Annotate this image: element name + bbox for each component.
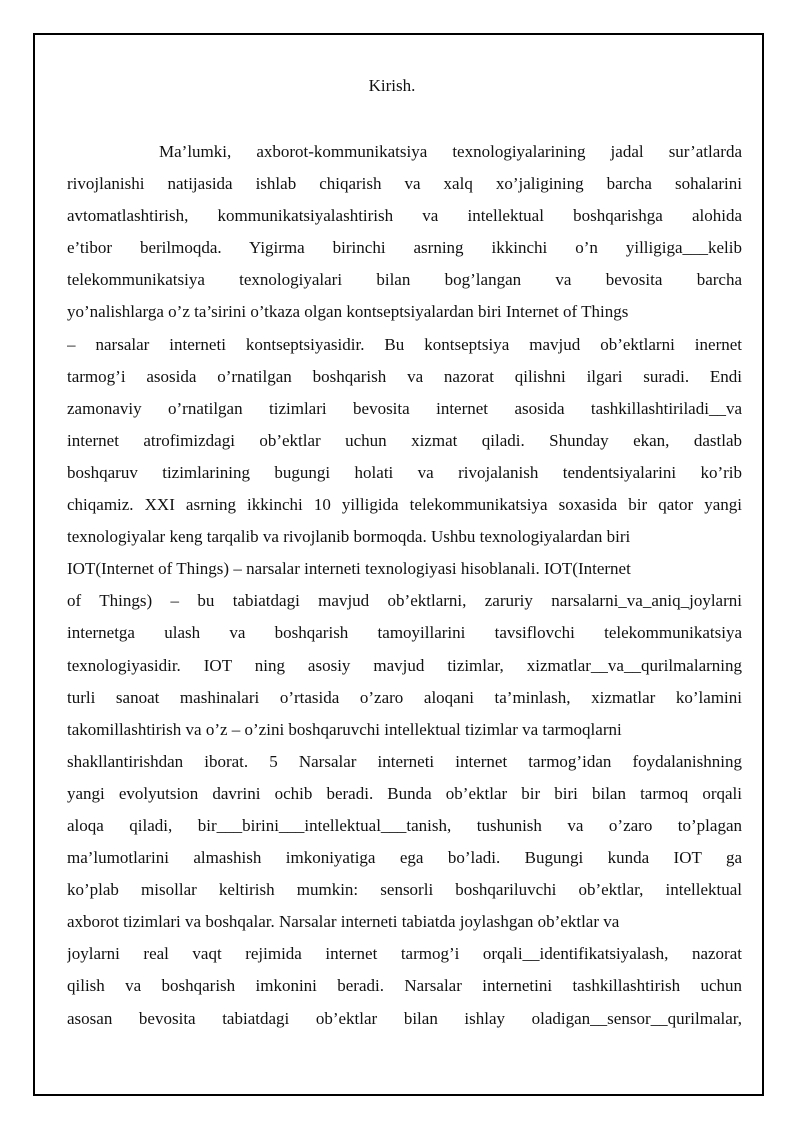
text-line: qilish va boshqarish imkonini beradi. Narsalar internetini tashkillashtirish uchun <box>67 976 742 996</box>
text-line: telekommunikatsiya texnologiyalari bilan bog’langan va bevosita barcha <box>67 270 742 290</box>
text-line: avtomatlashtirish, kommunikatsiyalashtirish va intellektual boshqarishga alohida <box>67 206 742 226</box>
text-line: IOT(Internet of Things) – narsalar interneti texnologiyasi hisoblanali. IOT(Internet <box>67 559 631 579</box>
text-line: – narsalar interneti kontseptsiyasidir. Bu kontseptsiya mavjud ob’ektlarni inernet <box>67 334 742 354</box>
text-line: joylarni real vaqt rejimida internet tarmog’i orqali__identifikatsiyalash, nazorat <box>67 944 742 964</box>
text-line: internetga ulash va boshqarish tamoyillarini tavsiflovchi telekommunikatsiya <box>67 623 742 643</box>
text-line: ko’plab misollar keltirish mumkin: sensorli boshqariluvchi ob’ektlar, intellektual <box>67 880 742 900</box>
body-text <box>67 136 742 1035</box>
text-line: asosan bevosita tabiatdagi ob’ektlar bilan ishlay oladigan__sensor__qurilmalar, <box>67 1008 742 1028</box>
text-line: shakllantirishdan iborat. 5 Narsalar interneti internet tarmog’idan foydalanishning <box>67 751 742 771</box>
text-line: tarmog’i asosida o’rnatilgan boshqarish va nazorat qilishni ilgari suradi. Endi <box>67 366 742 386</box>
document-title: Kirish. <box>368 76 416 95</box>
text-line: texnologiyasidir. IOT ning asosiy mavjud tizimlar, xizmatlar__va__qurilmalarning <box>67 655 742 675</box>
text-line: boshqaruv tizimlarining bugungi holati va rivojalanish tendentsiyalarini ko’rib <box>67 462 742 482</box>
text-line: internet atrofimizdagi ob’ektlar uchun xizmat qiladi. Shunday ekan, dastlab <box>67 430 742 450</box>
text-line: e’tibor berilmoqda. Yigirma birinchi asrning ikkinchi o’n yilligiga___kelib <box>67 238 742 258</box>
text-line: Ma’lumki, axborot-kommunikatsiya texnologiyalarining jadal sur’atlarda <box>159 142 742 161</box>
text-line: chiqamiz. XXI asrning ikkinchi 10 yilligida telekommunikatsiya soxasida bir qator yangi <box>67 495 742 515</box>
text-line: axborot tizimlari va boshqalar. Narsalar interneti tabiatda joylashgan ob’ektlar va <box>67 912 620 932</box>
text-line: of Things) – bu tabiatdagi mavjud ob’ektlarni, zaruriy narsalarni_va_aniq_joylarni <box>67 591 742 611</box>
text-line: rivojlanishi natijasida ishlab chiqarish va xalq xo’jaligining barcha sohalarini <box>67 174 742 194</box>
text-line: takomillashtirish va o’z – o’zini boshqaruvchi intellektual tizimlar va tarmoqlarni <box>67 719 622 739</box>
text-line: turli sanoat mashinalari o’rtasida o’zaro aloqani ta’minlash, xizmatlar ko’lamini <box>67 687 742 707</box>
text-line: yangi evolyutsion davrini ochib beradi. Bunda ob’ektlar bir biri bilan tarmoq orqali <box>67 783 742 803</box>
text-line: texnologiyalar keng tarqalib va rivojlanib bormoqda. Ushbu texnologiyalardan biri <box>67 527 631 547</box>
text-line: aloqa qiladi, bir___birini___intellektual___tanish, tushunish va o’zaro to’plagan <box>67 815 742 835</box>
text-line: zamonaviy o’rnatilgan tizimlari bevosita internet asosida tashkillashtiriladi__va <box>67 398 742 418</box>
text-line: yo’nalishlarga o’z ta’sirini o’tkaza olgan kontseptsiyalardan biri Internet of Things <box>67 302 629 322</box>
text-line: ma’lumotlarini almashish imkoniyatiga ega bo’ladi. Bugungi kunda IOT ga <box>67 848 742 868</box>
